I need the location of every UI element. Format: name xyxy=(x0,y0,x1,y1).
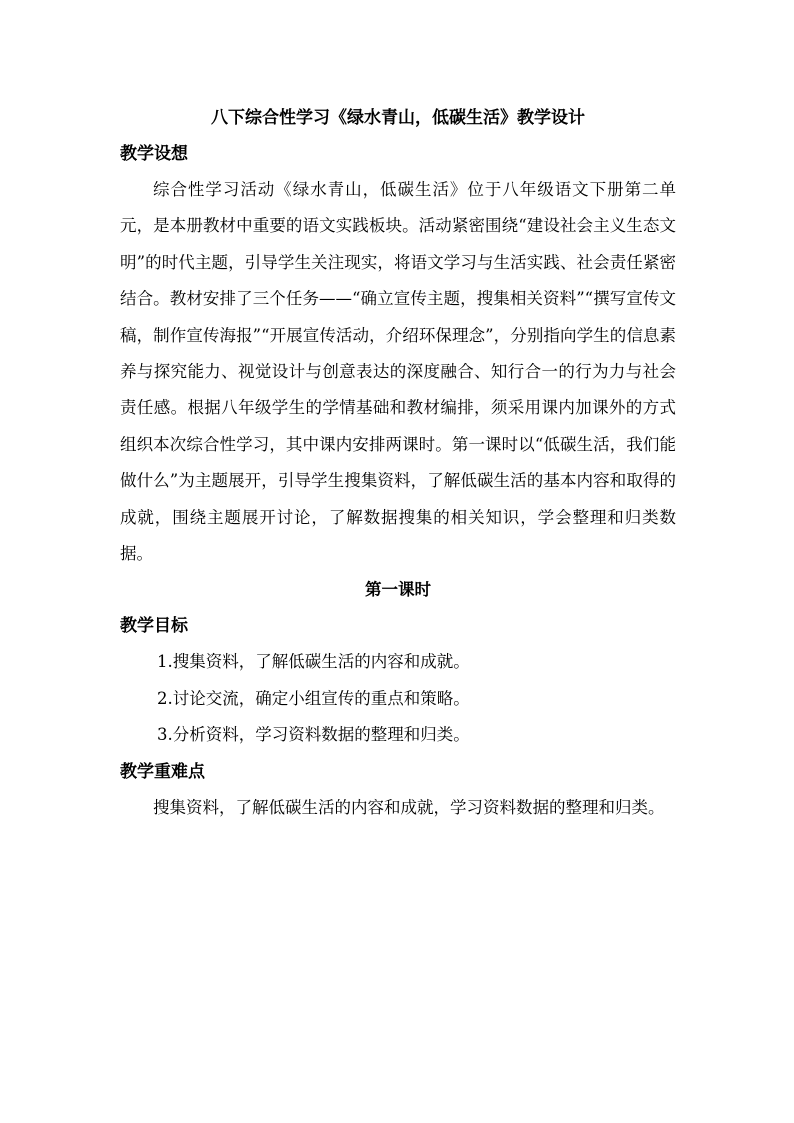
design-paragraph: 综合性学习活动《绿水青山，低碳生活》位于八年级语文下册第二单元，是本册教材中重要的语文实践板块。活动紧密围绕“建设社会主义生态文明”的时代主题，引导学生关注现实，将语文学习与生活实践、社会责任紧密结合。教材安排了三个任务——“确立宣传主题，搜集相关资料”“撰写宣传文稿，制作宣传海报”“开展宣传活动，介绍环保理念”，分别指向学生的信息素养与探究能力、视觉设计与创意表达的深度融合、知行合一的行为力与社会责任感。根据八年级学生的学情基础和教材编排，须采用课内加课外的方式组织本次综合性学习，其中课内安排两课时。第一课时以“低碳生活，我们能做什么”为主题展开，引导学生搜集资料，了解低碳生活的基本内容和取得的成就，围绕主题展开讨论，了解数据搜集的相关知识，学会整理和归类数据。 xyxy=(120,180,676,564)
key-points-paragraph: 搜集资料，了解低碳生活的内容和成就，学习资料数据的整理和归类。 xyxy=(153,797,665,817)
objective-item: 2.讨论交流，确定小组宣传的重点和策略。 xyxy=(157,688,470,708)
objective-item: 3.分析资料，学习资料数据的整理和归类。 xyxy=(157,725,470,745)
document-title: 八下综合性学习《绿水青山，低碳生活》教学设计 xyxy=(211,108,585,128)
design-heading: 教学设想 xyxy=(120,144,188,164)
document-page xyxy=(120,100,676,826)
objectives-heading: 教学目标 xyxy=(120,616,188,637)
lesson-title: 第一课时 xyxy=(365,580,431,600)
key-points-heading: 教学重难点 xyxy=(120,761,205,782)
objective-item: 1.搜集资料，了解低碳生活的内容和成就。 xyxy=(157,652,470,672)
